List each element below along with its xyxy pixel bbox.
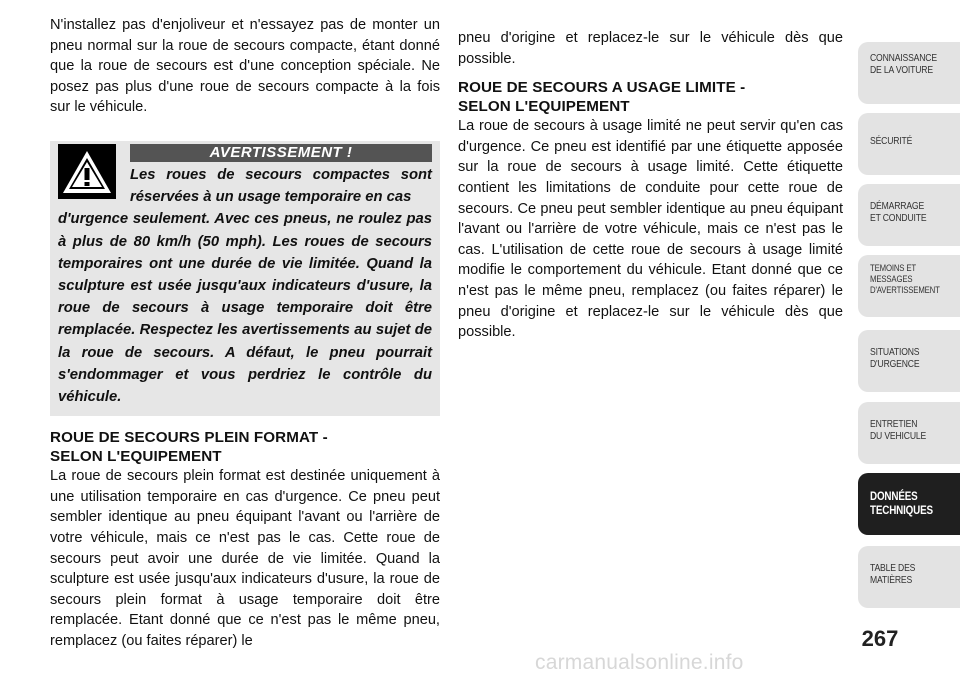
right-column xyxy=(458,28,843,343)
left-column xyxy=(50,15,440,652)
warning-box xyxy=(50,141,440,416)
tab-temoins[interactable]: TEMOINS ET MESSAGES D'AVERTISSEMENT xyxy=(858,255,960,317)
warning-text-rest: d'urgence seulement. Avec ces pneus, ne roulez pas à plus de 80 km/h (50 mph). Les roues de secours temporaires ont une durée de vie limitée. Quand la sculpture est usée jusqu'aux indicateurs d'usure, la roue de secours à usage temporaire doit être remplacée. Respectez les avertissements au sujet de la roue de secours. A défaut, le pneu pourrait s'endommager et vous perdriez le contrôle du véhicule. xyxy=(58,211,432,405)
chapter-tabs xyxy=(858,0,960,678)
heading-line-1: ROUE DE SECOURS PLEIN FORMAT - xyxy=(50,429,328,447)
heading-line-2: SELON L'EQUIPEMENT xyxy=(458,98,630,116)
heading-line-1: ROUE DE SECOURS A USAGE LIMITE - xyxy=(458,79,746,97)
limited-use-spare-paragraph: La roue de secours à usage limité ne peut servir qu'en cas d'urgence. Ce pneu est identifié par une étiquette apposée sur la roue de secours à usage limité. Cette étiquette contient les limitations de conduite pour cette roue de secours. Ce pneu peut sembler identique au pneu équipant l'avant ou l'arrière de votre véhicule, mais ce n'est pas le cas. L'utilisation de cette roue de secours à usage limité modifie le comportement du véhicule. Etant donné que ce n'est pas le même pneu, remplacez (ou faites réparer) le pneu d'origine et replacez-le sur le véhicule dès que possible. xyxy=(458,118,843,341)
tab-situations[interactable]: SITUATIONS D'URGENCE xyxy=(858,330,960,392)
tab-donnees-techniques[interactable]: DONNÉES TECHNIQUES xyxy=(858,473,960,535)
tab-securite[interactable]: SÉCURITÉ xyxy=(858,113,960,175)
intro-paragraph: N'installez pas d'enjoliveur et n'essayez pas de monter un pneu normal sur la roue de secours compacte, étant donné que la roue de secours est d'une conception spéciale. Ne posez pas plus d'une roue de secours compacte à la fois sur le véhicule. xyxy=(50,17,440,116)
warning-text-lead: Les roues de secours compactes sont réservées à un usage temporaire en cas xyxy=(130,166,432,206)
tab-entretien[interactable]: ENTRETIEN DU VEHICULE xyxy=(858,402,960,464)
page-number: 267 xyxy=(861,626,899,651)
full-size-spare-paragraph: La roue de secours plein format est destinée uniquement à une utilisation temporaire en cas d'urgence. Ce pneu peut sembler identique au pneu équipant l'avant ou l'arrière de votre véhicule, mais ce n'est pas le cas. Cette roue de secours peut avoir une durée de vie limitée. Quand la sculpture est usée jusqu'aux indicateurs d'usure, la roue de secours plein format à usage temporaire doit être remplacée. Etant donné que ce n'est pas le même pneu, remplacez (ou faites réparer) le xyxy=(50,468,440,649)
section-heading-limited-use xyxy=(458,78,843,116)
watermark: carmanualsonline.info xyxy=(535,651,744,674)
section-heading-full-size xyxy=(50,428,440,466)
tab-connaissance[interactable]: CONNAISSANCE DE LA VOITURE xyxy=(858,42,960,104)
continuation-paragraph: pneu d'origine et replacez-le sur le véhicule dès que possible. xyxy=(458,30,843,67)
warning-triangle-icon xyxy=(58,144,116,199)
tab-table-des-matieres[interactable]: TABLE DES MATIÈRES xyxy=(858,546,960,608)
heading-line-2: SELON L'EQUIPEMENT xyxy=(50,448,222,466)
tab-demarrage[interactable]: DÉMARRAGE ET CONDUITE xyxy=(858,184,960,246)
warning-text xyxy=(58,164,432,408)
warning-title: AVERTISSEMENT ! xyxy=(130,144,432,162)
